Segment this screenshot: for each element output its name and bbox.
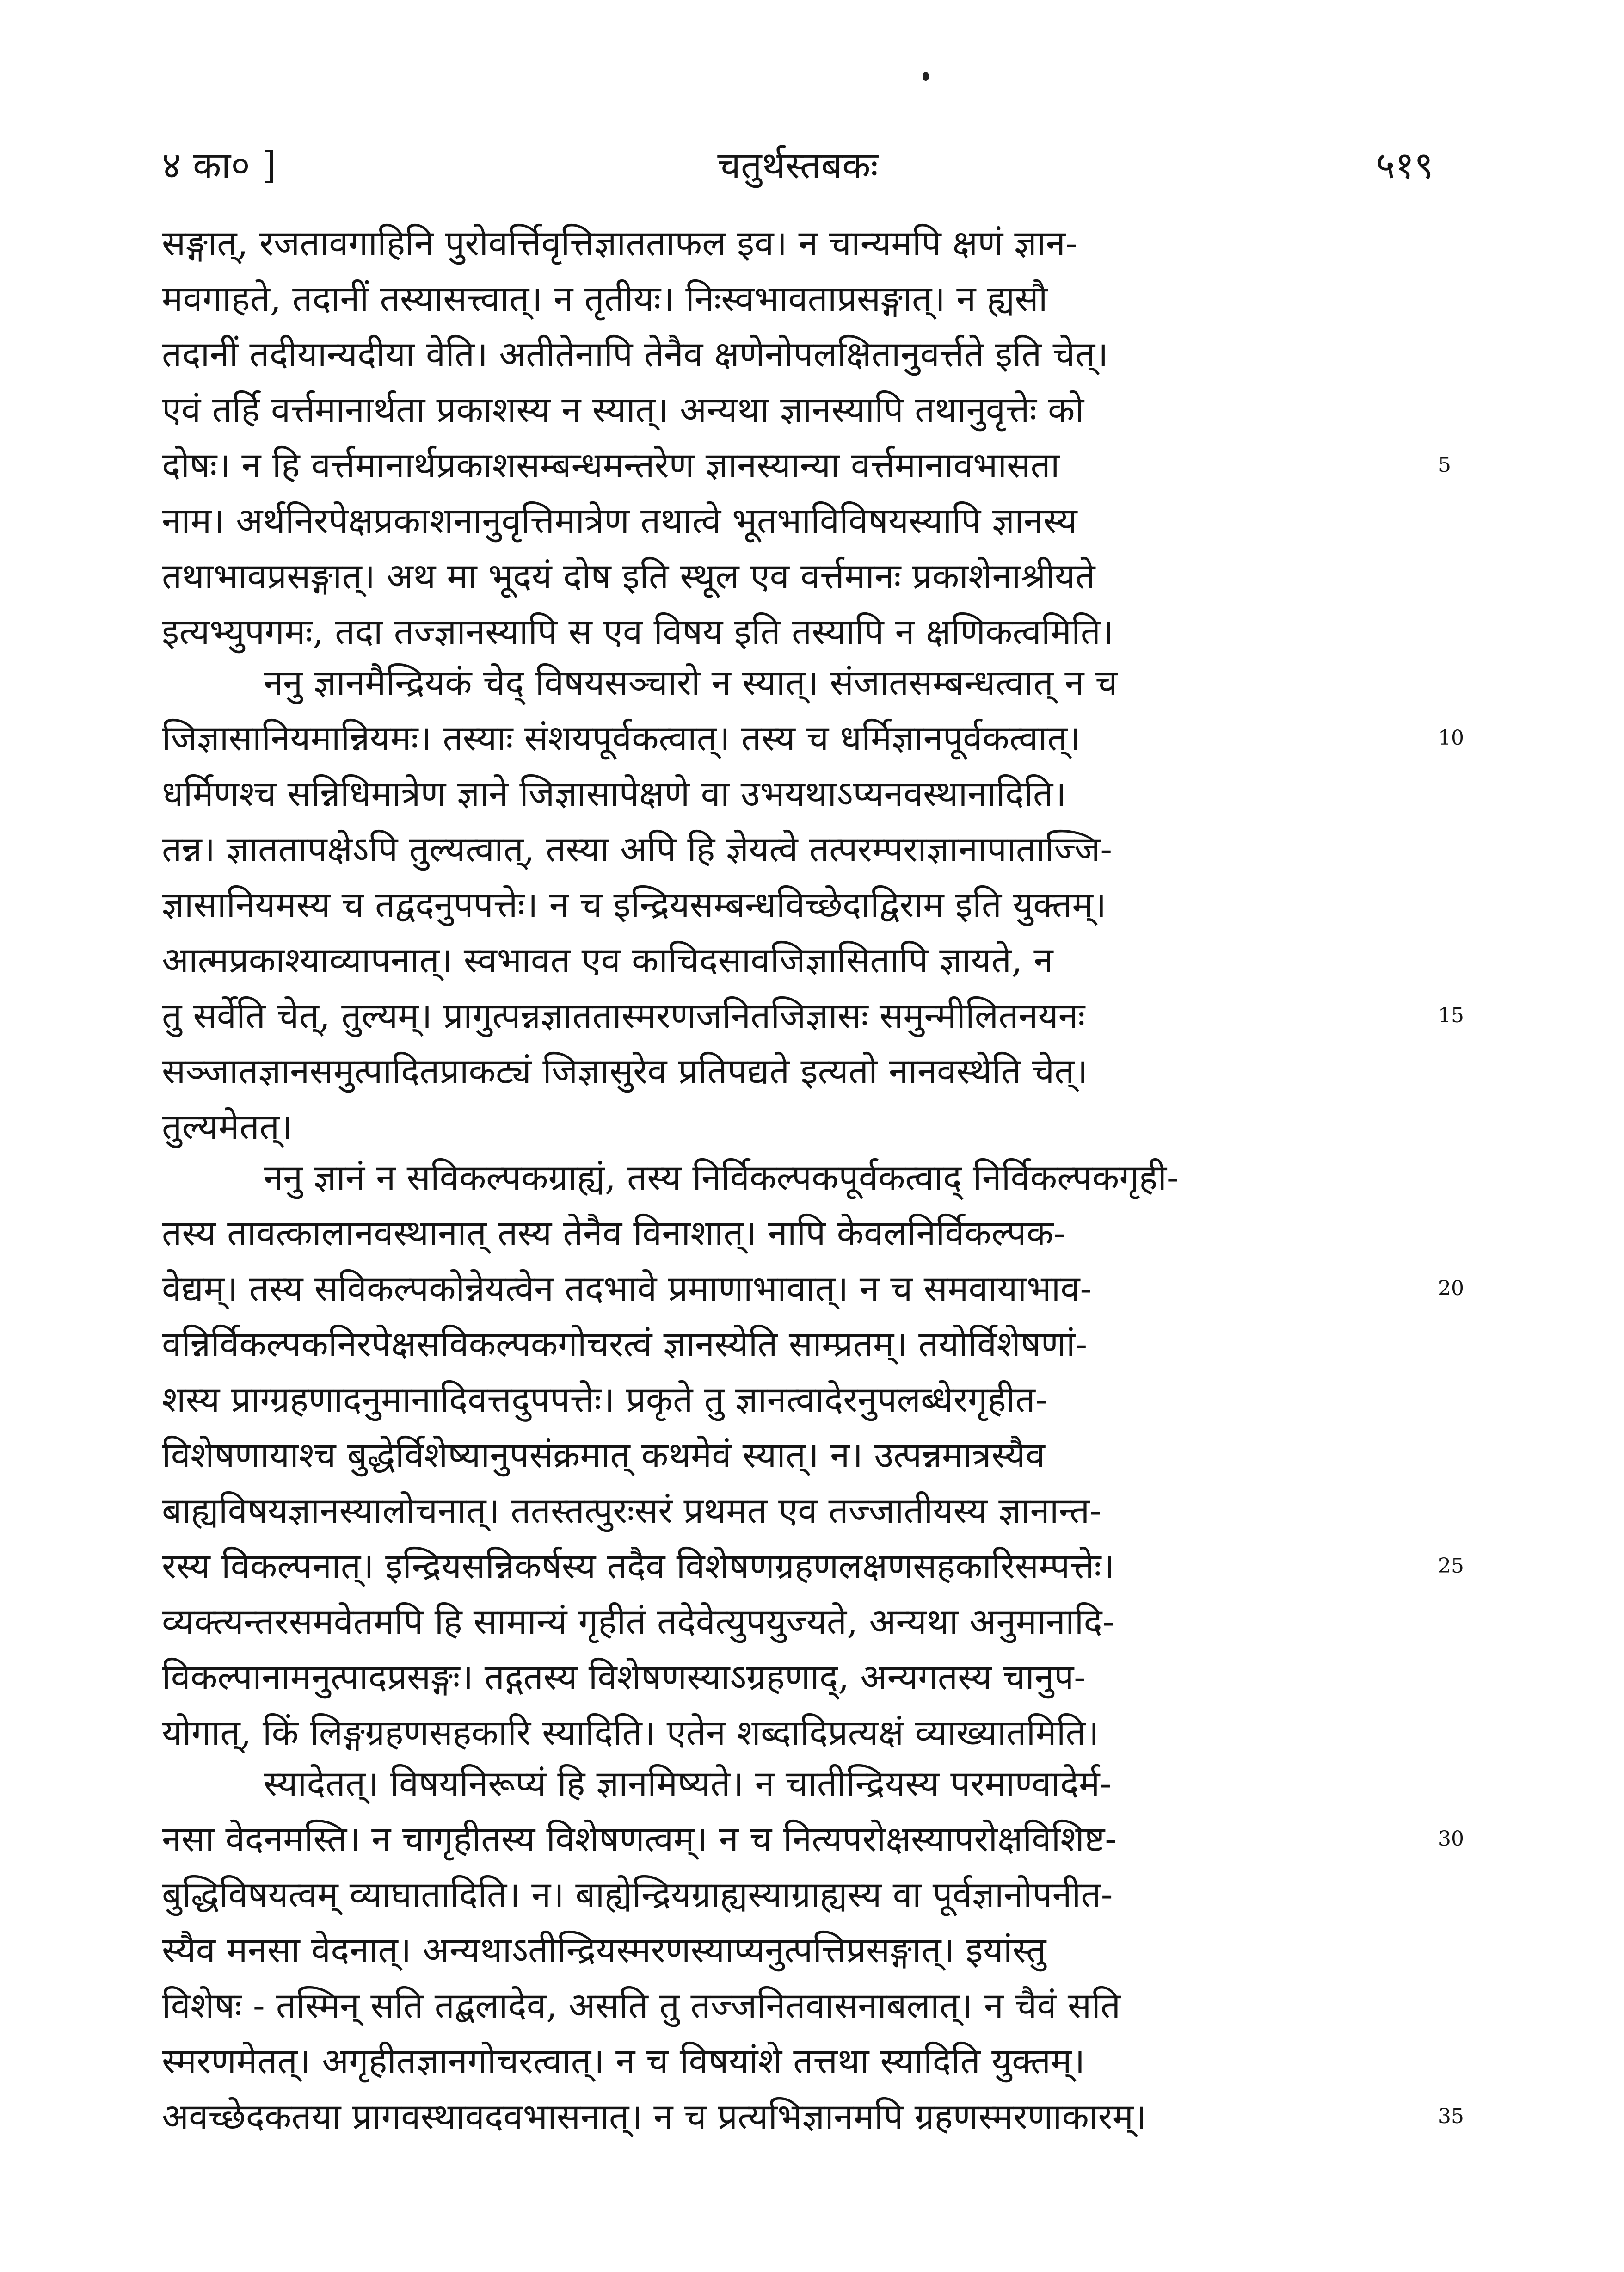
text-line: स्यैव मनसा वेदनात्। अन्यथाऽतीन्द्रियस्मरणस्याप्यनुत्पत्तिप्रसङ्गात्। इयांस्तु xyxy=(162,1929,1046,1970)
text-line: एवं तर्हि वर्त्तमानार्थता प्रकाशस्य न स्यात्। अन्यथा ज्ञानस्यापि तथानुवृत्तेः को xyxy=(162,389,1084,430)
text-line: दोषः। न हि वर्त्तमानार्थप्रकाशसम्बन्धमन्तरेण ज्ञानस्यान्या वर्त्तमानावभासता xyxy=(162,445,1060,486)
text-line: इत्यभ्युपगमः, तदा तज्ज्ञानस्यापि स एव विषय इति तस्यापि न क्षणिकत्वमिति। xyxy=(162,611,1114,652)
text-line: तस्य तावत्कालानवस्थानात् तस्य तेनैव विनाशात्। नापि केवलनिर्विकल्पक- xyxy=(162,1212,1065,1253)
text-line: तदानीं तदीयान्यदीया वेति। अतीतेनापि तेनैव क्षणेनोपलक्षितानुवर्त्तते इति चेत्। xyxy=(162,333,1108,375)
text-line: योगात्, किं लिङ्गग्रहणसहकारि स्यादिति। एतेन शब्दादिप्रत्यक्षं व्याख्यातमिति। xyxy=(162,1712,1099,1753)
text-line: तथाभावप्रसङ्गात्। अथ मा भूदयं दोष इति स्थूल एव वर्त्तमानः प्रकाशेनाश्रीयते xyxy=(162,556,1095,597)
text-line: विशेषणायाश्च बुद्धेर्विशेष्यानुपसंक्रमात् कथमेवं स्यात्। न। उत्पन्नमात्रस्यैव xyxy=(162,1434,1045,1476)
text-line: ननु ज्ञानमैन्द्रियकं चेद् विषयसञ्चारो न स्यात्। संजातसम्बन्धत्वात् न च xyxy=(264,662,1118,703)
text-line: ज्ञासानियमस्य च तद्वदनुपपत्तेः। न च इन्द्रियसम्बन्धविच्छेदाद्विराम इति युक्तम्। xyxy=(162,884,1107,925)
text-line: अवच्छेदकतया प्रागवस्थावदवभासनात्। न च प्रत्यभिज्ञानमपि ग्रहणस्मरणाकारम्। xyxy=(162,2096,1147,2137)
text-line: बाह्यविषयज्ञानस्यालोचनात्। ततस्तत्पुरःसरं प्रथमत एव तज्जातीयस्य ज्ञानान्त- xyxy=(162,1490,1101,1531)
line-number: 15 xyxy=(1438,1004,1464,1027)
text-line: व्यक्त्यन्तरसमवेतमपि हि सामान्यं गृहीतं तदेवेत्युपयुज्यते, अन्यथा अनुमानादि- xyxy=(162,1601,1114,1642)
text-line: शस्य प्राग्ग्रहणादनुमानादिवत्तदुपपत्तेः। प्रकृते तु ज्ञानत्वादेरनुपलब्धेरगृहीत- xyxy=(162,1379,1047,1420)
text-line: स्मरणमेतत्। अगृहीतज्ञानगोचरत्वात्। न च विषयांशे तत्तथा स्यादिति युक्तम्। xyxy=(162,2040,1085,2081)
text-line: तु सर्वेति चेत्, तुल्यम्। प्रागुत्पन्नज्ञाततास्मरणजनितजिज्ञासः समुन्मीलितनयनः xyxy=(162,995,1085,1036)
line-number: 25 xyxy=(1438,1554,1464,1578)
text-line: वेद्यम्। तस्य सविकल्पकोन्नेयत्वेन तदभावे प्रमाणाभावात्। न च समवायाभाव- xyxy=(162,1268,1092,1309)
line-number: 5 xyxy=(1438,453,1451,477)
page-number: ५१९ xyxy=(1376,144,1433,187)
text-line: नाम। अर्थनिरपेक्षप्रकाशनानुवृत्तिमात्रेण तथात्वे भूतभाविविषयस्यापि ज्ञानस्य xyxy=(162,500,1077,541)
text-line: वन्निर्विकल्पकनिरपेक्षसविकल्पकगोचरत्वं ज्ञानस्येति साम्प्रतम्। तयोर्विशेषणां- xyxy=(162,1323,1088,1364)
text-line: स्यादेतत्। विषयनिरूप्यं हि ज्ञानमिष्यते। न चातीन्द्रियस्य परमाण्वादेर्म- xyxy=(264,1763,1112,1804)
text-line: जिज्ञासानियमान्नियमः। तस्याः संशयपूर्वकत्वात्। तस्य च धर्मिज्ञानपूर्वकत्वात्। xyxy=(162,717,1081,759)
text-line: रस्य विकल्पनात्। इन्द्रियसन्निकर्षस्य तदैव विशेषणग्रहणलक्षणसहकारिसम्पत्तेः। xyxy=(162,1545,1115,1587)
text-line: तन्न। ज्ञाततापक्षेऽपि तुल्यत्वात्, तस्या अपि हि ज्ञेयत्वे तत्परम्पराज्ञानापाताज्जि- xyxy=(162,828,1113,870)
text-line: विशेषः - तस्मिन् सति तद्बलादेव, असति तु तज्जनितवासनाबलात्। न चैवं सति xyxy=(162,1985,1121,2026)
text-line: ननु ज्ञानं न सविकल्पकग्राह्यं, तस्य निर्विकल्पकपूर्वकत्वाद् निर्विकल्पकगृही- xyxy=(264,1157,1179,1198)
text-line: विकल्पानामनुत्पादप्रसङ्गः। तद्गतस्य विशेषणस्याऽग्रहणाद्, अन्यगतस्य चानुप- xyxy=(162,1656,1086,1698)
running-header xyxy=(162,139,1433,204)
text-line: तुल्यमेतत्। xyxy=(162,1106,293,1147)
line-number: 20 xyxy=(1438,1277,1464,1300)
line-number: 10 xyxy=(1438,726,1464,750)
text-line: आत्मप्रकाश्याव्यापनात्। स्वभावत एव काचिदसावजिज्ञासितापि ज्ञायते, न xyxy=(162,939,1053,981)
text-line: धर्मिणश्च सन्निधिमात्रेण ज्ञाने जिज्ञासापेक्षणे वा उभयथाऽप्यनवस्थानादिति। xyxy=(162,773,1066,814)
text-line: बुद्धिविषयत्वम् व्याघातादिति। न। बाह्येन्द्रियग्राह्यस्याग्राह्यस्य वा पूर्वज्ञानोपनीत- xyxy=(162,1874,1113,1915)
section-marker: ४ का० ] xyxy=(162,144,277,187)
text-line: सञ्जातज्ञानसमुत्पादितप्राकट्यं जिज्ञासुरेव प्रतिपद्यते इत्यतो नानवस्थेति चेत्। xyxy=(162,1050,1088,1092)
text-line: मवगाहते, तदानीं तस्यासत्त्वात्। न तृतीयः। निःस्वभावताप्रसङ्गात्। न ह्यसौ xyxy=(162,278,1048,319)
ink-speck xyxy=(923,72,929,81)
line-number: 30 xyxy=(1438,1827,1464,1851)
page-title: चतुर्थस्तबकः xyxy=(717,144,878,187)
line-number: 35 xyxy=(1438,2105,1464,2128)
text-line: सङ्गात्, रजतावगाहिनि पुरोवर्त्तिवृत्तिज्ञातताफल इव। न चान्यमपि क्षणं ज्ञान- xyxy=(162,222,1077,264)
text-line: नसा वेदनमस्ति। न चागृहीतस्य विशेषणत्वम्। न च नित्यपरोक्षस्यापरोक्षविशिष्ट- xyxy=(162,1818,1117,1859)
